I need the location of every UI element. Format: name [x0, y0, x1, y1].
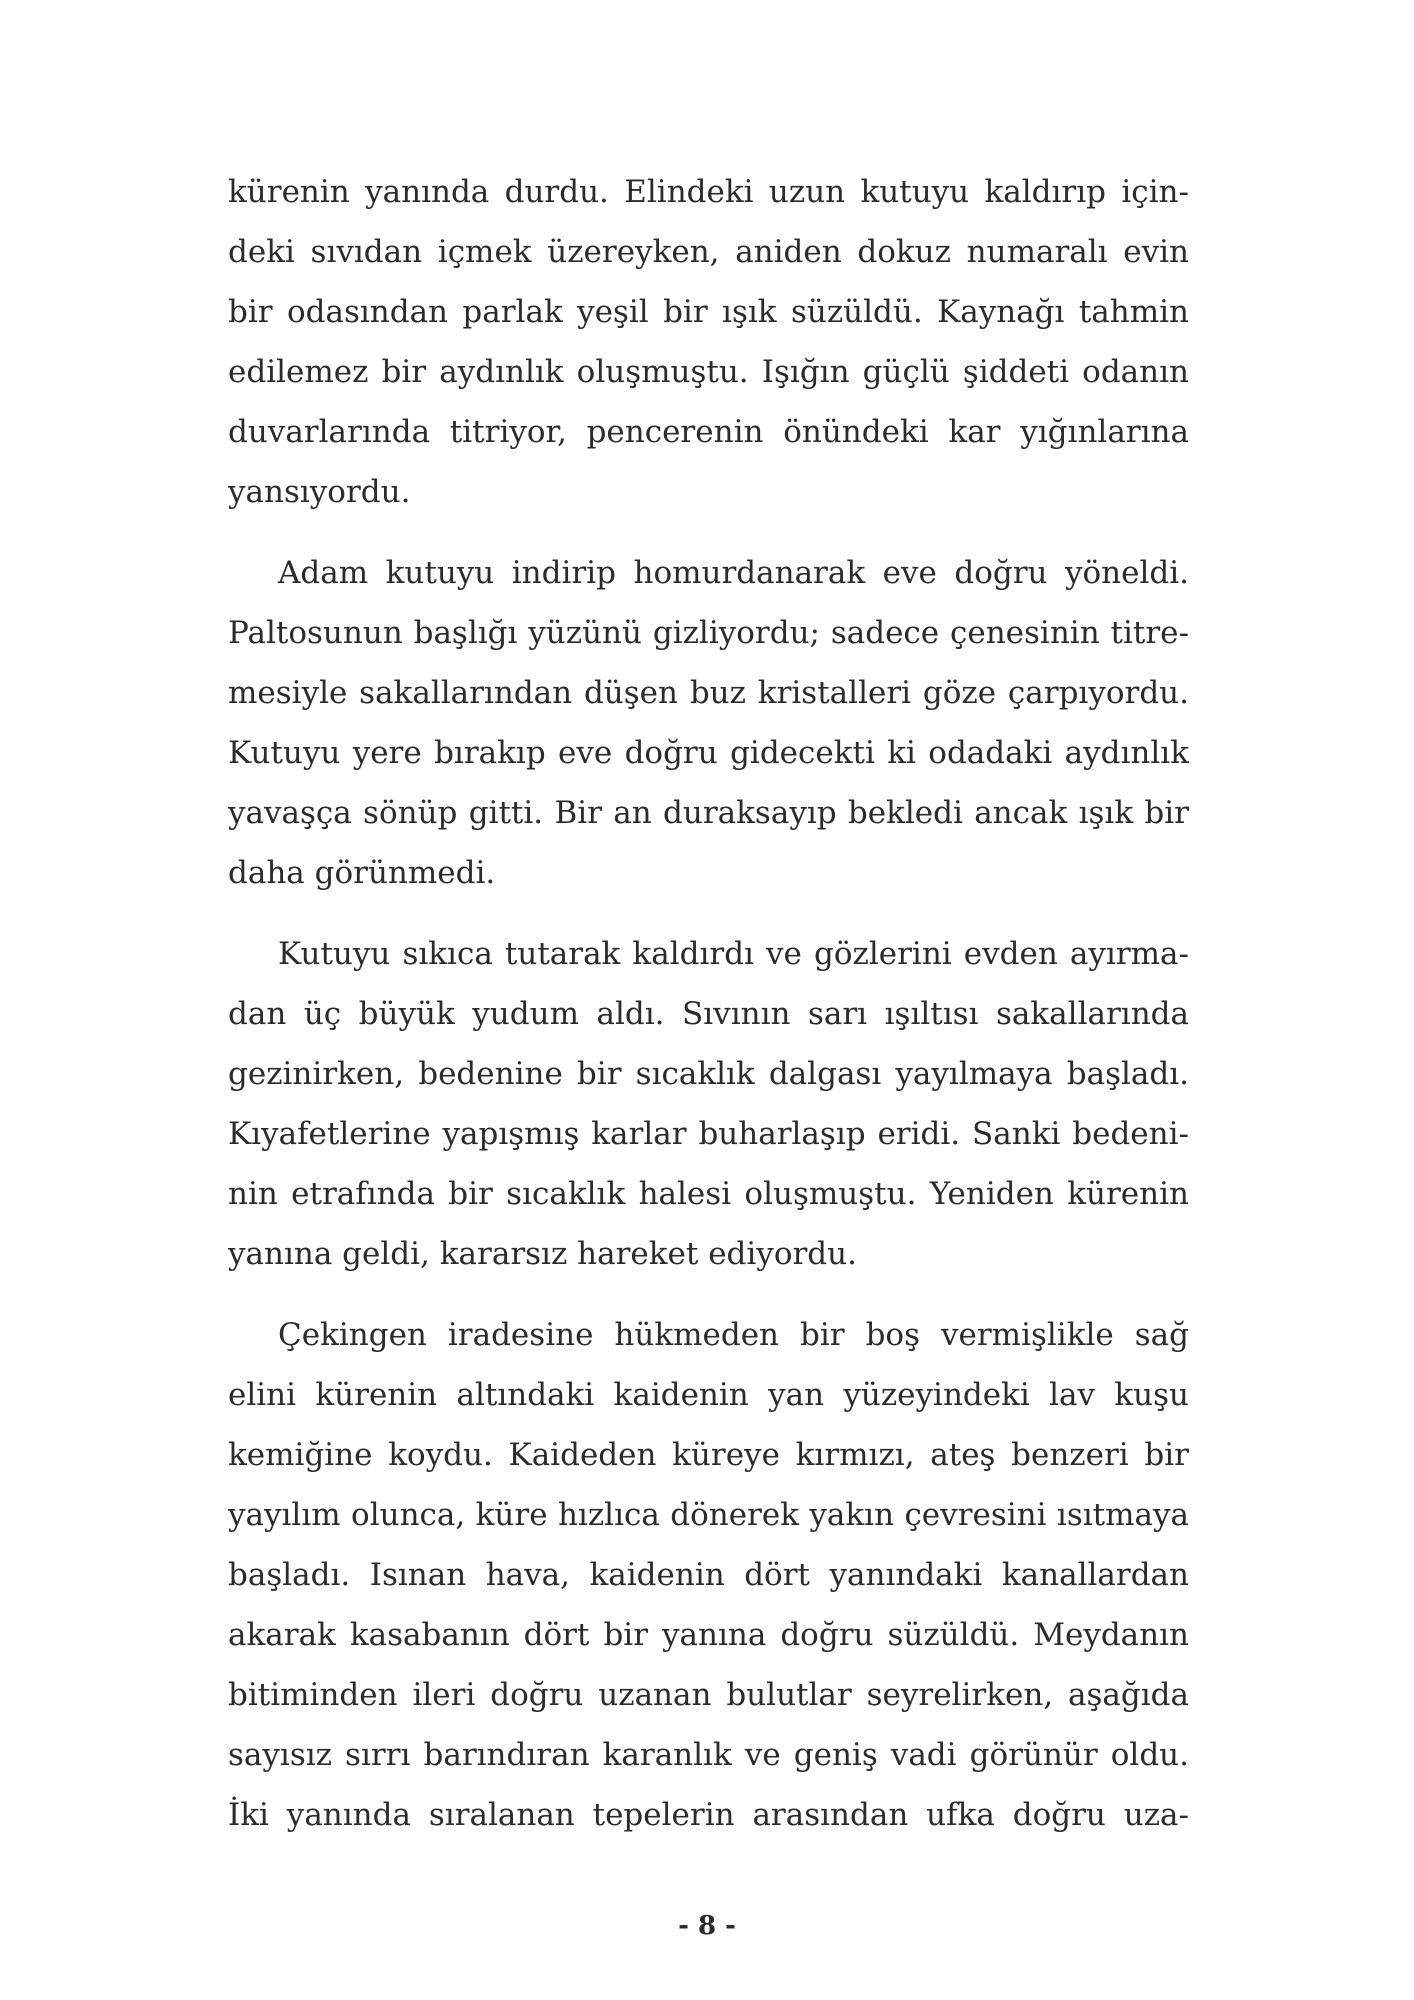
text-line: Kutuyu sıkıca tutarak kaldırdı ve gözlerini evden ayırma-: [278, 936, 1189, 972]
text-line: duvarlarında titriyor, pencerenin önündeki kar yığınlarına: [228, 414, 1189, 450]
text-line: dan üç büyük yudum aldı. Sıvının sarı ışıltısı sakallarında: [228, 996, 1189, 1032]
text-line: Çekingen iradesine hükmeden bir boş vermişlikle sağ: [278, 1317, 1189, 1353]
text-line: mesiyle sakallarından düşen buz kristalleri göze çarpıyordu.: [228, 675, 1189, 711]
text-line: kemiğine koydu. Kaideden küreye kırmızı, ateş benzeri bir: [228, 1437, 1189, 1473]
text-line: daha görünmedi.: [228, 855, 496, 891]
text-line: Kıyafetlerine yapışmış karlar buharlaşıp eridi. Sanki bedeni-: [228, 1116, 1189, 1152]
text-line: kürenin yanında durdu. Elindeki uzun kutuyu kaldırıp için-: [228, 174, 1189, 210]
text-line: Kutuyu yere bırakıp eve doğru gidecekti ki odadaki aydınlık: [228, 735, 1189, 771]
text-line: elini kürenin altındaki kaidenin yan yüzeyindeki lav kuşu: [228, 1377, 1189, 1413]
paragraph: [228, 162, 1189, 522]
text-line: sayısız sırrı barındıran karanlık ve geniş vadi görünür oldu.: [228, 1737, 1189, 1773]
text-line: bir odasından parlak yeşil bir ışık süzüldü. Kaynağı tahmin: [228, 294, 1189, 330]
paragraph: [228, 1305, 1189, 1845]
text-line: yanına geldi, kararsız hareket ediyordu.: [228, 1236, 857, 1272]
text-line: deki sıvıdan içmek üzereyken, aniden dokuz numaralı evin: [228, 234, 1189, 270]
text-line: yansıyordu.: [228, 474, 411, 510]
page-number: - 8 -: [678, 1911, 736, 1941]
text-line: yayılım olunca, küre hızlıca dönerek yakın çevresini ısıtmaya: [228, 1497, 1189, 1533]
text-line: yavaşça sönüp gitti. Bir an duraksayıp bekledi ancak ışık bir: [228, 795, 1189, 831]
text-line: nin etrafında bir sıcaklık halesi oluşmuştu. Yeniden kürenin: [228, 1176, 1189, 1212]
text-line: Adam kutuyu indirip homurdanarak eve doğru yöneldi.: [278, 555, 1189, 591]
text-line: edilemez bir aydınlık oluşmuştu. Işığın güçlü şiddeti odanın: [228, 354, 1189, 390]
text-line: akarak kasabanın dört bir yanına doğru süzüldü. Meydanın: [228, 1617, 1189, 1653]
body-text: [228, 162, 1189, 1866]
text-line: bitiminden ileri doğru uzanan bulutlar seyrelirken, aşağıda: [228, 1677, 1189, 1713]
text-line: İki yanında sıralanan tepelerin arasından ufka doğru uza-: [228, 1797, 1189, 1833]
paragraph: [228, 924, 1189, 1284]
text-line: başladı. Isınan hava, kaidenin dört yanındaki kanallardan: [228, 1557, 1189, 1593]
paragraph: [228, 543, 1189, 903]
text-line: Paltosunun başlığı yüzünü gizliyordu; sadece çenesinin titre-: [228, 615, 1189, 651]
text-line: gezinirken, bedenine bir sıcaklık dalgası yayılmaya başladı.: [228, 1056, 1189, 1092]
